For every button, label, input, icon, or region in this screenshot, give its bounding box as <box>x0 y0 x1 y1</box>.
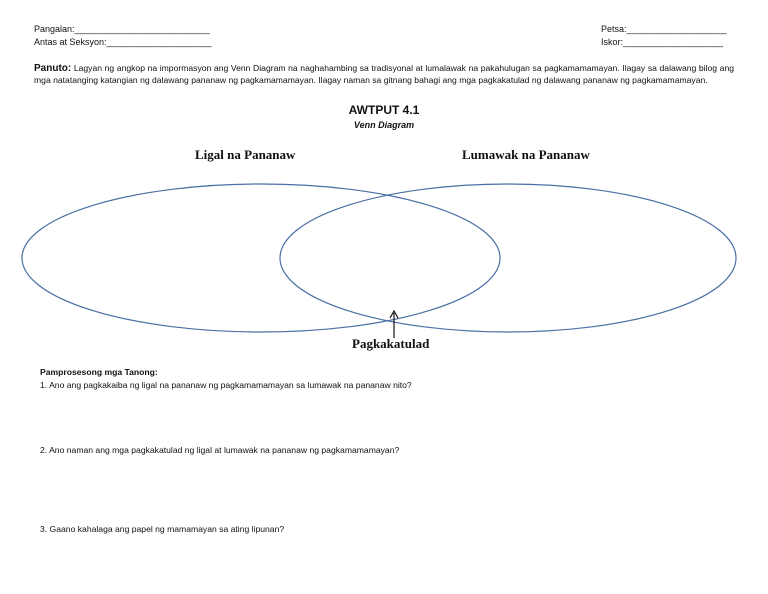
intersection-label: Pagkakatulad <box>352 336 430 351</box>
instructions-label: Panuto: <box>34 63 72 74</box>
date-field[interactable]: Petsa:____________________ <box>601 24 727 34</box>
grade-section-field[interactable]: Antas at Seksyon:_____________________ <box>34 37 212 47</box>
instructions-text: Lagyan ng angkop na impormasyon ang Venn Diagram na naghahambing sa tradisyonal at lumalawak na pakahulugan sa pagkamamamayan. Ilagay sa dalawang bilog ang mga natatanging katangian ng dalawang pananaw ng pagkamamamayan. Ilagay naman sa gitnang bahagi ang mga pagkakatulad ng dalawang pananaw ng pagkamamamayan. <box>34 63 735 85</box>
page-subtitle: Venn Diagram <box>353 120 415 130</box>
question-2: 2. Ano naman ang mga pagkakatulad ng ligal at lumawak na pananaw ng pagkamamamayan? <box>40 445 400 455</box>
question-1: 1. Ano ang pagkakaiba ng ligal na pananaw ng pagkamamamayan sa lumawak na pananaw nito? <box>40 380 412 390</box>
right-set-label: Lumawak na Pananaw <box>462 147 590 162</box>
name-field[interactable]: Pangalan:___________________________ <box>34 24 210 34</box>
left-ellipse[interactable] <box>22 184 500 332</box>
question-3: 3. Gaano kahalaga ang papel ng mamamayan sa ating lipunan? <box>40 524 285 534</box>
left-set-label: Ligal na Pananaw <box>195 147 296 162</box>
right-ellipse[interactable] <box>280 184 736 332</box>
score-field[interactable]: Iskor:____________________ <box>601 37 724 47</box>
page-title: AWTPUT 4.1 <box>348 103 420 117</box>
questions-heading: Pamprosesong mga Tanong: <box>40 367 158 377</box>
